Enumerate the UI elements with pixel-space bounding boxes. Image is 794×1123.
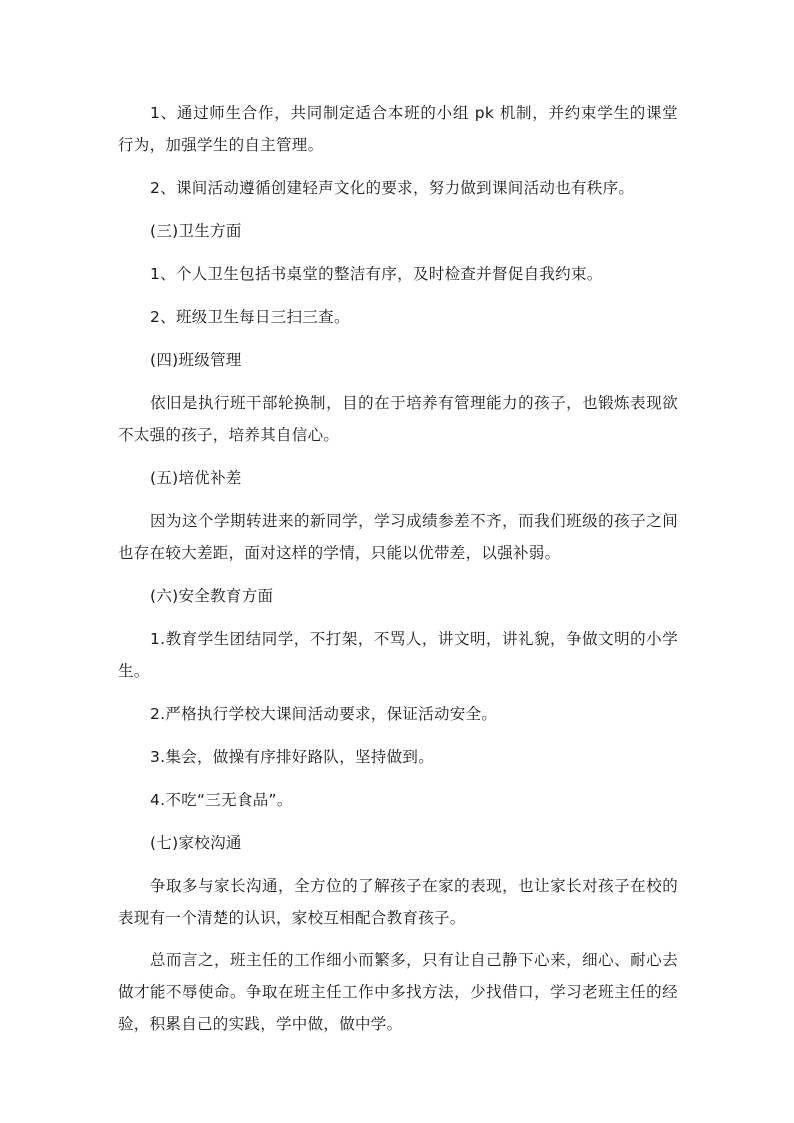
paragraph-12: 总而言之，班主任的工作细小而繁多，只有让自己静下心来，细心、耐心去做才能不辱使命。争取在班主任工作中多找方法，少找借口，学习老班主任的经验，积累自己的实践，学中做，做中学。 (118, 951, 678, 1033)
paragraph-5: 依旧是执行班干部轮换制，目的在于培养有管理能力的孩子，也锻炼表现欲不太强的孩子，培养其自信心。 (118, 394, 678, 444)
paragraph-6: 因为这个学期转进来的新同学，学习成绩参差不齐，而我们班级的孩子之间也存在较大差距，面对这样的学情，只能以优带差，以强补弱。 (118, 512, 678, 562)
paragraph-11: 争取多与家长沟通，全方位的了解孩子在家的表现，也让家长对孩子在校的表现有一个清楚的认识，家校互相配合教育孩子。 (118, 877, 678, 927)
paragraph-9: 3.集会，做操有序排好路队，坚持做到。 (150, 748, 434, 766)
section-heading-home-school: (七)家校沟通 (150, 834, 242, 852)
document-page (118, 97, 678, 1040)
paragraph-10: 4.不吃“三无食品”。 (150, 791, 293, 809)
paragraph-1: 1、通过师生合作，共同制定适合本班的小组 pk 机制，并约束学生的课堂行为，加强学生的自主管理。 (118, 104, 678, 154)
paragraph-2: 2、课间活动遵循创建轻声文化的要求，努力做到课间活动也有秩序。 (150, 179, 635, 197)
paragraph-4: 2、班级卫生每日三扫三查。 (150, 308, 350, 326)
section-heading-hygiene: (三)卫生方面 (150, 222, 242, 240)
section-heading-class-management: (四)班级管理 (150, 351, 242, 369)
section-heading-safety: (六)安全教育方面 (150, 587, 274, 605)
paragraph-7: 1.教育学生团结同学，不打架，不骂人，讲文明，讲礼貌，争做文明的小学生。 (118, 630, 678, 680)
paragraph-8: 2.严格执行学校大课间活动要求，保证活动安全。 (150, 705, 498, 723)
paragraph-3: 1、个人卫生包括书桌堂的整洁有序，及时检查并督促自我约束。 (150, 265, 603, 283)
section-heading-tutoring: (五)培优补差 (150, 469, 242, 487)
